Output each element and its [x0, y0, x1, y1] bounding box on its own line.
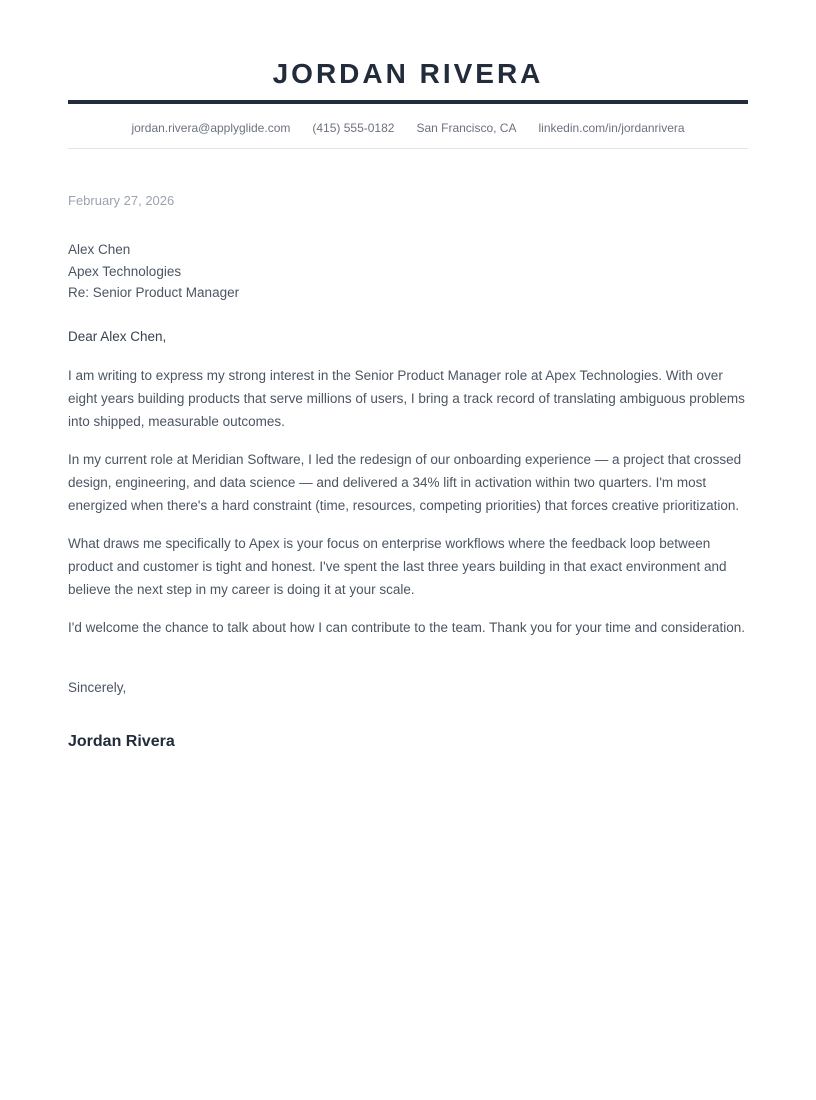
- letter-date: February 27, 2026: [68, 193, 175, 208]
- contact-linkedin: linkedin.com/in/jordanrivera: [538, 121, 685, 135]
- contact-location: San Francisco, CA: [416, 121, 517, 135]
- letter-header: [68, 58, 748, 149]
- body-paragraph: I'd welcome the chance to talk about how I can contribute to the team. Thank you for your time and consideration.: [68, 619, 745, 635]
- recipient-name: Alex Chen: [68, 242, 131, 257]
- recipient-company: Apex Technologies: [68, 263, 182, 279]
- contact-phone: (415) 555-0182: [312, 121, 395, 135]
- body-paragraph: In my current role at Meridian Software, I led the redesign of our onboarding experience — a project that crossed design, engineering, and data science — and delivered a 34% lift in activation within two quarters. I'm most energized when there's a hard constraint (time, resources, competing priorities) that forces creative prioritization.: [68, 451, 742, 513]
- body-paragraph: What draws me specifically to Apex is your focus on enterprise workflows where the feedback loop between product and customer is tight and honest. I've spent the last three years building in that exact environment and believe the next step in my career is doing it at your scale.: [68, 535, 727, 597]
- letter-body: [68, 191, 748, 754]
- closing: Sincerely,: [68, 679, 127, 695]
- contact-email: jordan.rivera@applyglide.com: [131, 121, 291, 135]
- contact-row: [68, 104, 748, 149]
- page-title: JORDAN RIVERA: [272, 58, 544, 89]
- recipient-block: [68, 239, 748, 304]
- signature-name: Jordan Rivera: [68, 732, 175, 750]
- salutation: Dear Alex Chen,: [68, 328, 167, 344]
- body-paragraph: I am writing to express my strong interest in the Senior Product Manager role at Apex Technologies. With over eight years building products that serve millions of users, I bring a track record of translating ambiguous problems into shipped, measurable outcomes.: [68, 367, 745, 429]
- subject-line: Re: Senior Product Manager: [68, 285, 240, 300]
